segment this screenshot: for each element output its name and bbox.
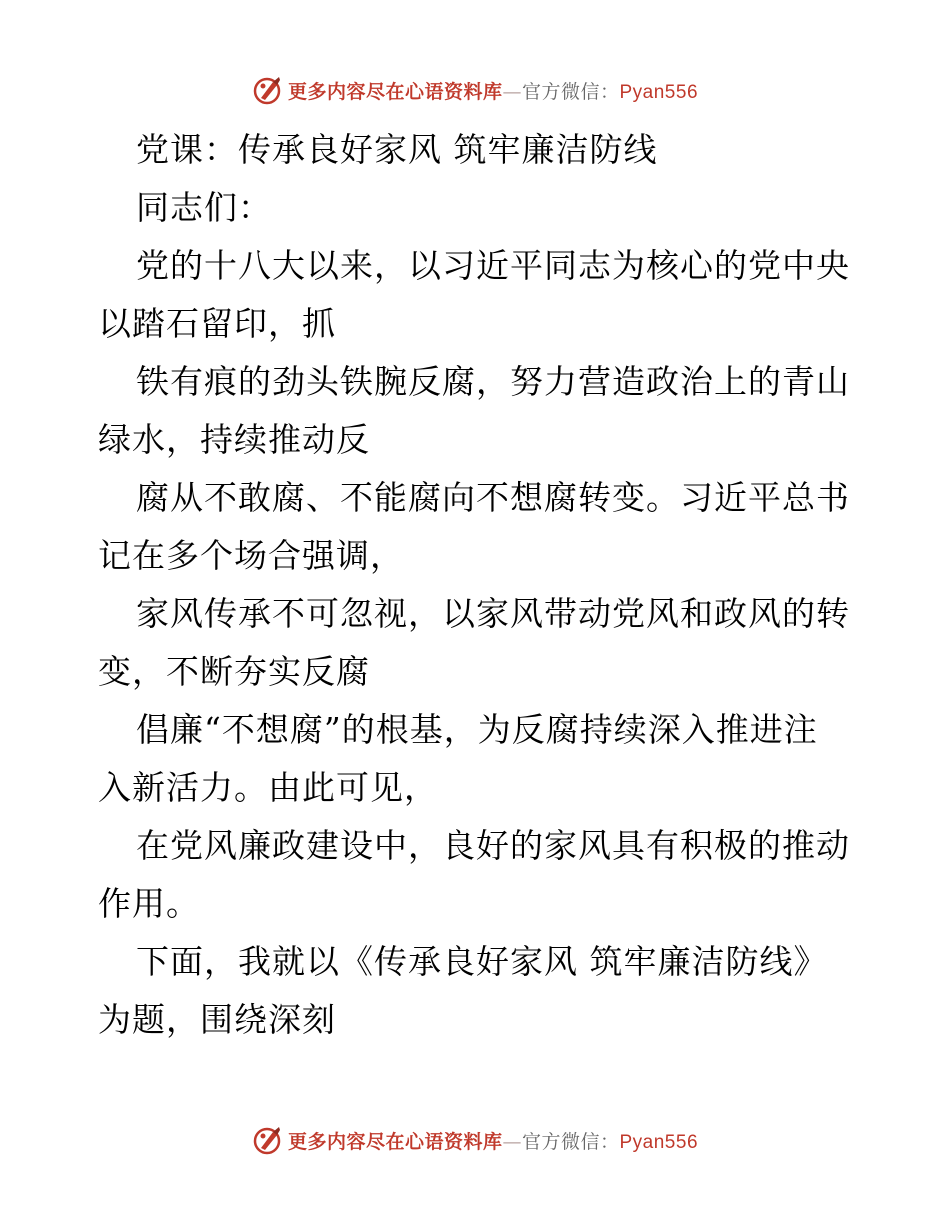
- paragraph-line: 以踏石留印，抓: [98, 304, 336, 343]
- paragraph-line: 作用。: [98, 884, 200, 923]
- document-title: 党课：传承良好家风 筑牢廉洁防线: [136, 130, 658, 169]
- banner-title: 更多内容尽在心语资料库: [287, 1130, 503, 1153]
- banner-dash: —: [502, 80, 522, 103]
- banner-wechat-label: 官方微信：: [521, 80, 620, 103]
- footer-banner: [0, 1120, 950, 1160]
- banner-title: 更多内容尽在心语资料库: [287, 80, 503, 103]
- paragraph-line: 倡廉“不想腐”的根基，为反腐持续深入推进注: [136, 710, 818, 749]
- paragraph-line: 腐从不敢腐、不能腐向不想腐转变。习近平总书: [136, 478, 850, 517]
- quill-pen-icon: [252, 1124, 284, 1156]
- paragraph-line: 入新活力。由此可见，: [98, 768, 438, 807]
- banner-wechat-label: 官方微信：: [521, 1130, 620, 1153]
- paragraph-line: 记在多个场合强调，: [98, 536, 404, 575]
- paragraph-line: 为题，围绕深刻: [98, 1000, 336, 1039]
- header-banner: [0, 70, 950, 110]
- paragraph-line: 绿水，持续推动反: [98, 420, 370, 459]
- banner-dash: —: [502, 1130, 522, 1153]
- banner-wechat-id: Pyan556: [619, 1131, 699, 1153]
- document-body: [98, 121, 854, 1049]
- paragraph-line: 党的十八大以来，以习近平同志为核心的党中央: [136, 246, 850, 285]
- banner-wechat-id: Pyan556: [619, 81, 699, 103]
- banner-text: [288, 1127, 698, 1154]
- paragraph-line: 下面，我就以《传承良好家风 筑牢廉洁防线》: [136, 942, 828, 981]
- paragraph-line: 家风传承不可忽视，以家风带动党风和政风的转: [136, 594, 850, 633]
- paragraph-line: 在党风廉政建设中，良好的家风具有积极的推动: [136, 826, 850, 865]
- banner-text: [288, 77, 698, 104]
- paragraph-line: 变，不断夯实反腐: [98, 652, 370, 691]
- salutation: 同志们：: [136, 188, 272, 227]
- paragraph-line: 铁有痕的劲头铁腕反腐，努力营造政治上的青山: [136, 362, 850, 401]
- quill-pen-icon: [252, 74, 284, 106]
